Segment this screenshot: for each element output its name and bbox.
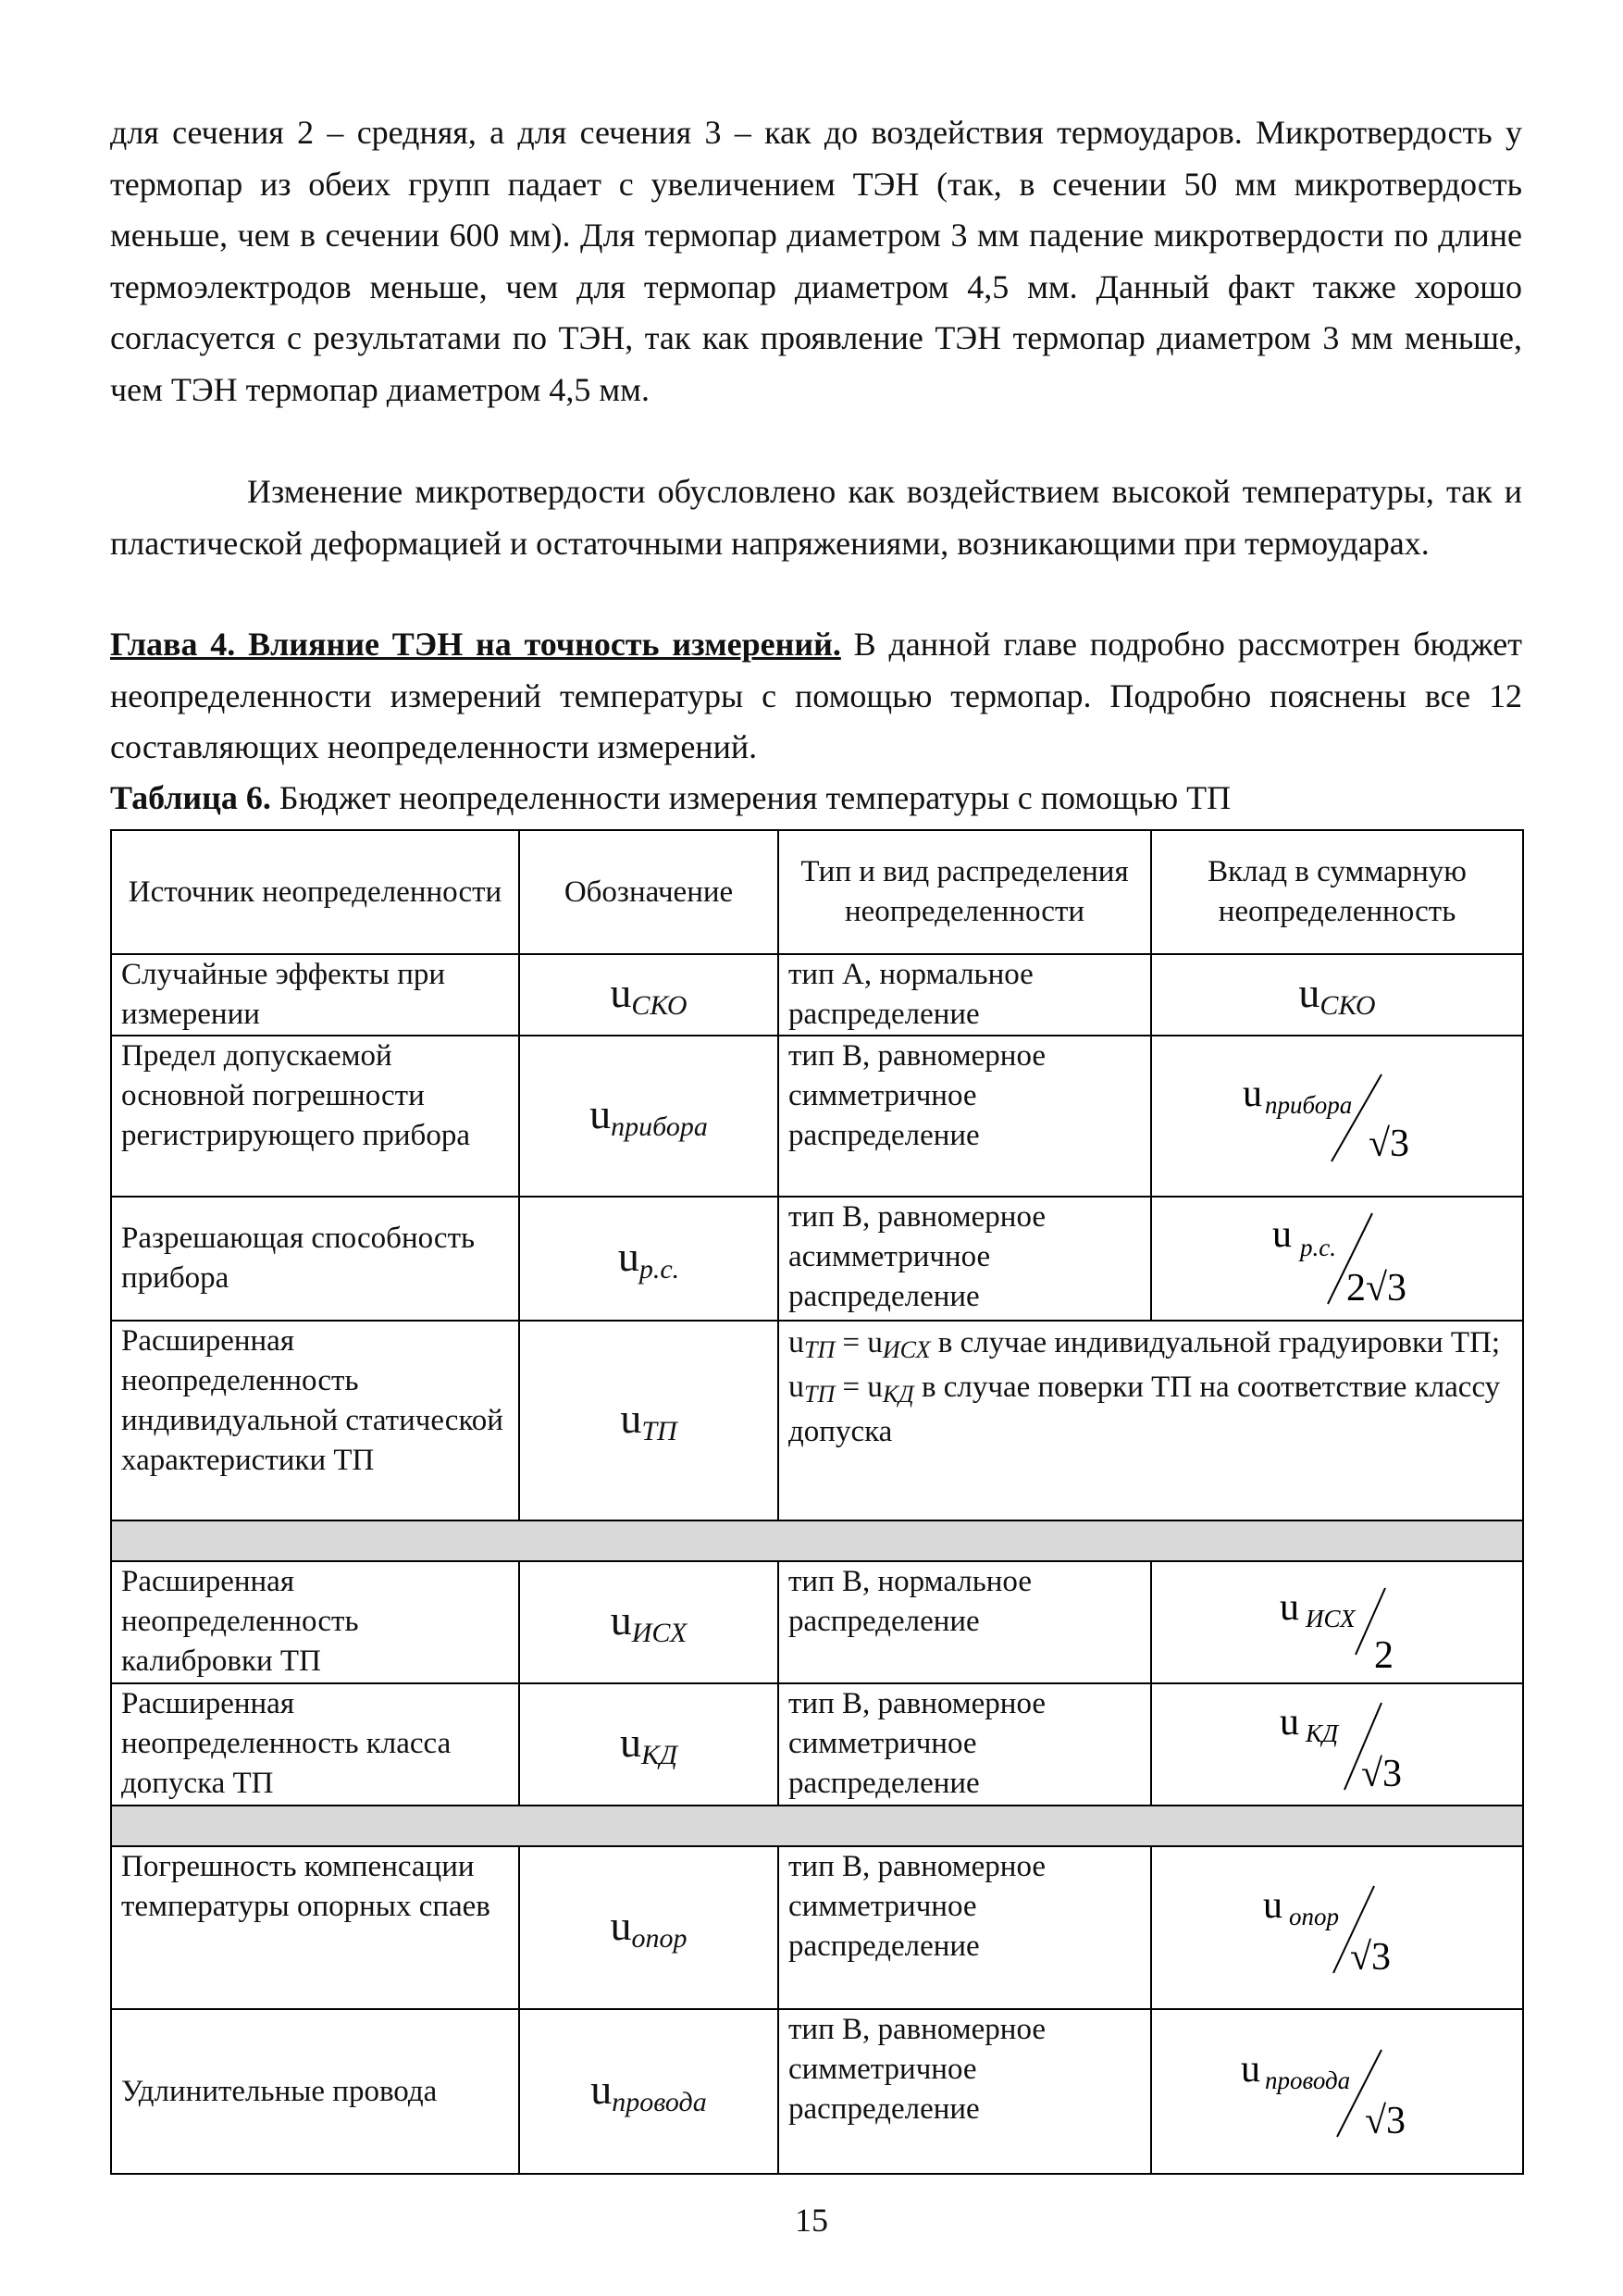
svg-text:u: u [1272, 1213, 1292, 1256]
cell-distribution: тип В, равномерное симметричное распределение [778, 1036, 1151, 1197]
svg-text:прибора: прибора [1265, 1091, 1353, 1119]
cell-symbol: uопор [519, 1846, 778, 2009]
table-row [111, 954, 1523, 1036]
cell-source: Предел допускаемой основной погрешности регистрирующего прибора [111, 1036, 519, 1197]
cell-contribution [1151, 1036, 1523, 1197]
svg-text:u: u [1280, 1701, 1299, 1744]
cell-contribution [1151, 1197, 1523, 1321]
svg-text:u: u [1241, 2048, 1260, 2091]
table-row [111, 1846, 1523, 2009]
table-caption-label: Таблица 6. [110, 779, 271, 816]
svg-text:2: 2 [1374, 1634, 1394, 1673]
cell-symbol: uприбора [519, 1036, 778, 1197]
cell-distribution: тип В, равномерное симметричное распределение [778, 1846, 1151, 2009]
paragraph-2: Изменение микротвердости обусловлено как воздействием высокой температуры, так и пластической деформацией и остаточными напряжениями, возникающими при термоударах. [110, 473, 1522, 562]
cell-distribution: тип В, нормальное распределение [778, 1561, 1151, 1683]
paragraph-3 [110, 619, 1522, 774]
cell-source: Погрешность компенсации температуры опорных спаев [111, 1846, 519, 2009]
svg-text:√3: √3 [1365, 2100, 1406, 2142]
table-caption [110, 774, 1231, 822]
header-symbol: Обозначение [519, 830, 778, 954]
table-header-row [111, 830, 1523, 954]
cell-symbol: uКД [519, 1683, 778, 1806]
cell-contribution [1151, 1683, 1523, 1806]
svg-text:опор: опор [1289, 1903, 1339, 1930]
paragraph-1: для сечения 2 – средняя, а для сечения 3 – как до воздействия термоударов. Микротвердость у термопар из обеих групп падает с увеличением ТЭН (так, в сечении 50 мм микротвердость меньше, чем в сечении 600 мм). Для термопар диаметром 3 мм падение микротвердости по длине термоэлектродов меньше, чем для термопар диаметром 4,5 мм. Данный факт также хорошо согласуется с результатами по ТЭН, так как проявление ТЭН термопар диаметром 3 мм меньше, чем ТЭН термопар диаметром 4,5 мм. [110, 114, 1522, 408]
cell-contribution [1151, 1561, 1523, 1683]
cell-symbol: uр.с. [519, 1197, 778, 1321]
cell-symbol: uТП [519, 1321, 778, 1520]
uncertainty-budget-table [110, 829, 1524, 2175]
cell-source: Случайные эффекты при измерении [111, 954, 519, 1036]
cell-source: Расширенная неопределенность класса допуска ТП [111, 1683, 519, 1806]
svg-text:u: u [1243, 1073, 1262, 1115]
fraction-formula [1235, 2041, 1439, 2142]
chapter-intro: В данной главе подробно рассмотрен бюджет неопределенности измерений температуры с помощью термопар. Подробно пояснены все 12 составляющих неопределенности измерений. [110, 626, 1522, 765]
header-contribution: Вклад в суммарную неопределенность [1151, 830, 1523, 954]
cell-distribution: тип В, равномерное симметричное распределение [778, 2009, 1151, 2174]
svg-text:u: u [1280, 1586, 1299, 1629]
cell-note: uТП = uИСХ в случае индивидуальной градуировки ТП; uТП = uКД в случае поверки ТП на соответствие классу допуска [778, 1321, 1523, 1520]
table-caption-text: Бюджет неопределенности измерения температуры с помощью ТП [270, 779, 1232, 816]
cell-source: Удлинительные провода [111, 2009, 519, 2174]
svg-text:КД: КД [1306, 1719, 1339, 1747]
separator-row [111, 1806, 1523, 1846]
header-source: Источник неопределенности [111, 830, 519, 954]
cell-symbol: uпровода [519, 2009, 778, 2174]
table-row [111, 1321, 1523, 1520]
fraction-formula [1235, 1208, 1439, 1309]
svg-text:u: u [1263, 1884, 1282, 1927]
table-row [111, 1561, 1523, 1683]
cell-contribution: uСКО [1151, 954, 1523, 1036]
table-row [111, 1683, 1523, 1806]
cell-symbol: uСКО [519, 954, 778, 1036]
fraction-formula [1235, 1694, 1439, 1795]
table-row [111, 1197, 1523, 1321]
cell-source: Расширенная неопределенность индивидуальной статической характеристики ТП [111, 1321, 519, 1520]
svg-text:√3: √3 [1369, 1123, 1410, 1165]
separator-row [111, 1520, 1523, 1561]
page-number: 15 [795, 2202, 828, 2239]
svg-text:√3: √3 [1361, 1753, 1403, 1795]
header-distribution: Тип и вид распределения неопределенности [778, 830, 1151, 954]
fraction-formula [1235, 1571, 1439, 1673]
cell-distribution: тип В, равномерное асимметричное распределение [778, 1197, 1151, 1321]
cell-source: Разрешающая способность прибора [111, 1197, 519, 1321]
cell-contribution [1151, 1846, 1523, 2009]
chapter-title: Глава 4. Влияние ТЭН на точность измерений. [110, 626, 841, 663]
svg-text:2√3: 2√3 [1346, 1267, 1407, 1309]
fraction-formula [1235, 1877, 1439, 1979]
cell-distribution: тип А, нормальное распределение [778, 954, 1151, 1036]
cell-contribution [1151, 2009, 1523, 2174]
svg-text:√3: √3 [1350, 1936, 1392, 1979]
svg-text:ИСХ: ИСХ [1306, 1605, 1356, 1632]
svg-text:р.с.: р.с. [1300, 1234, 1336, 1261]
table-row [111, 1036, 1523, 1197]
cell-distribution: тип В, равномерное симметричное распределение [778, 1683, 1151, 1806]
cell-symbol: uИСХ [519, 1561, 778, 1683]
cell-source: Расширенная неопределенность калибровки ТП [111, 1561, 519, 1683]
table-row [111, 2009, 1523, 2174]
fraction-formula [1235, 1065, 1439, 1167]
svg-text:провода: провода [1265, 2066, 1351, 2094]
